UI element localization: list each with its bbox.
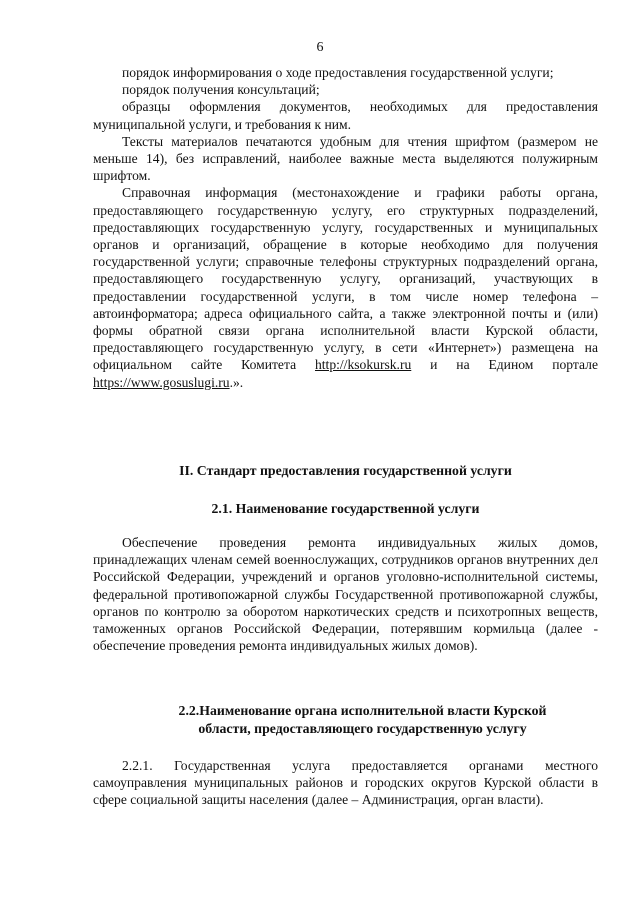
paragraph-document-samples: образцы оформления документов, необходимых для предоставления муниципальной услуги, и требования к ним. [93,99,598,132]
intro-block [93,64,598,391]
paragraph-font-requirements: Тексты материалов печатаются удобным для чтения шрифтом (размером не меньше 14), без исправлений, наиболее важные места выделяются полужирным шрифтом. [93,133,598,184]
paragraph-reference-info [93,184,598,390]
subsection-2-2-title [110,702,615,737]
paragraph-service-name: Обеспечение проведения ремонта индивидуальных жилых домов, принадлежащих членам семей военнослужащих, сотрудников органов внутренних дел Российской Федерации, учреждений и органов уголовно-исполнительной системы, федеральной противопожарной службы Государственной противопожарной службы, органов по контролю за оборотом наркотических средств и психотропных веществ, таможенных органов Российской Федерации, потерявшим кормильца (далее - обеспечение проведения ремонта индивидуальных жилых домов). [93,535,598,654]
subsection-2-1-body [93,534,598,654]
subsection-2-2-body [93,757,598,809]
committee-site-link[interactable]: http://ksokursk.ru [314,357,412,373]
reference-info-text: Справочная информация (местонахождение и графики работы органа, предоставляющего государственную услугу, его структурных подразделений, предоставляющих государственную услугу, государственных и муниципальных органов и организаций, обращение в которые необходимо для получения государственной услуги; справочные телефоны структурных подразделений органа, предоставляющего государственную услугу, организаций, участвующих в предоставлении государственной услуги, в том числе номер телефона – автоинформатора; адреса официального сайта, а также электронной почты и (или) формы обратной связи органа исполнительной власти Курской области, предоставляющего государственную услугу, в сети «Интернет») размещена на официальном сайте Комитета [93,185,598,373]
section-2-title: II. Стандарт предоставления государственной услуги [179,463,512,478]
subsection-2-2-title-line1: 2.2.Наименование органа исполнительной власти Курской [178,703,547,718]
reference-info-text-end: .». [229,374,244,390]
paragraph-informing-order: порядок информирования о ходе предоставления государственной услуги; [122,65,554,80]
paragraph-consultation-order: порядок получения консультаций; [122,82,320,98]
reference-info-text-middle: и на Едином портале [430,357,598,373]
paragraph-authority-info: 2.2.1. Государственная услуга предоставляется органами местного самоуправления муниципальных районов и городских округов Курской области в сфере социальной защиты населения (далее – Администрация, орган власти). [93,758,598,808]
page-number: 6 [316,40,324,55]
subsection-2-2-title-line2: области, предоставляющего государственную услугу [198,720,527,736]
subsection-2-1-title: 2.1. Наименование государственной услуги [211,501,480,516]
gosuslugi-portal-link[interactable]: https://www.gosuslugi.ru [93,374,230,390]
